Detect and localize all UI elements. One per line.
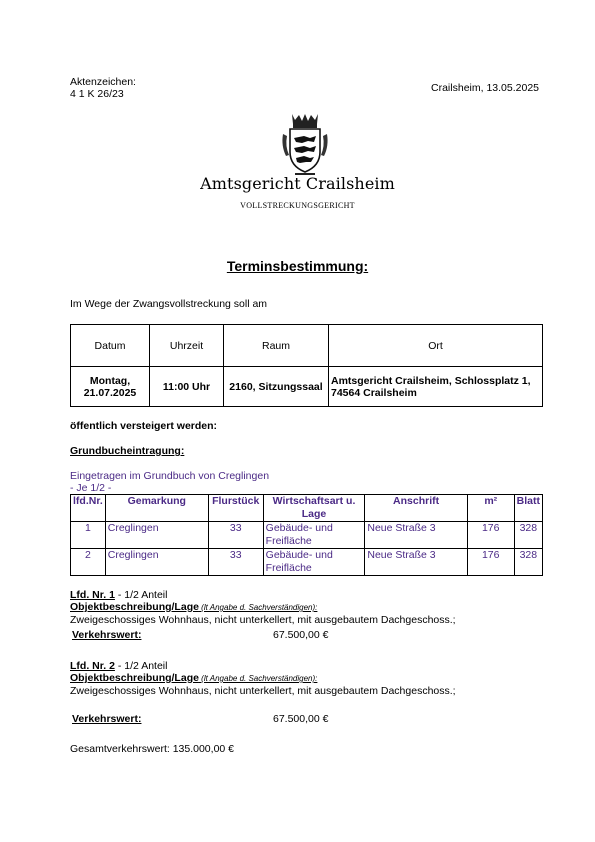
aktenzeichen-block (70, 76, 136, 100)
grundbuch-header-row (71, 495, 543, 522)
lfd1-verkehrswert-label: Verkehrswert: (72, 629, 142, 641)
cell-anschrift: Neue Straße 3 (365, 522, 467, 549)
termin-uhrzeit: 11:00 Uhr (150, 367, 224, 407)
lfd2-objekt-hint: (lt Angabe d. Sachverständigen): (198, 674, 318, 683)
cell-flurstueck: 33 (208, 522, 263, 549)
lfd2-objekt-line (70, 672, 456, 685)
termin-table (70, 324, 543, 407)
cell-blatt: 328 (514, 522, 542, 549)
header-uhrzeit: Uhrzeit (150, 325, 224, 367)
termin-datum (71, 367, 150, 407)
col-qm: m² (467, 495, 514, 522)
coat-of-arms-icon (280, 112, 330, 176)
cell-lfd-nr: 1 (71, 522, 106, 549)
lfd2-title-line (70, 660, 456, 672)
intro-text: Im Wege der Zwangsvollstreckung soll am (70, 298, 268, 310)
cell-qm: 176 (467, 549, 514, 576)
termin-ort: Amtsgericht Crailsheim, Schlossplatz 1, 74564 Crailsheim (329, 367, 543, 407)
table-row (71, 549, 543, 576)
table-row (71, 522, 543, 549)
lfd2-verkehrswert-value: 67.500,00 € (273, 713, 329, 725)
cell-gemarkung: Creglingen (105, 522, 208, 549)
cell-lfd-nr: 2 (71, 549, 106, 576)
lfd2-label: Lfd. Nr. 2 (70, 660, 115, 672)
cell-qm: 176 (467, 522, 514, 549)
lfd1-objekt-hint: (lt Angabe d. Sachverständigen): (198, 603, 318, 612)
col-flurstueck: Flurstück (208, 495, 263, 522)
lfd1-anteil: - 1/2 Anteil (114, 589, 168, 601)
aktenzeichen-label: Aktenzeichen: (70, 76, 136, 88)
termin-raum: 2160, Sitzungssaal (224, 367, 329, 407)
header-datum: Datum (71, 325, 150, 367)
col-gemarkung: Gemarkung (105, 495, 208, 522)
col-anschrift: Anschrift (365, 495, 467, 522)
cell-wirtschaftsart: Gebäude- und Freifläche (263, 549, 365, 576)
col-blatt: Blatt (514, 495, 542, 522)
header-ort: Ort (329, 325, 543, 367)
lfd2-objekt-label: Objektbeschreibung/Lage (70, 672, 199, 684)
cell-flurstueck: 33 (208, 549, 263, 576)
anteil-text: - Je 1/2 - (70, 482, 112, 494)
eingetragen-text: Eingetragen im Grundbuch von Creglingen (70, 470, 270, 482)
termin-value-row (71, 367, 543, 407)
lfd1-label: Lfd. Nr. 1 (70, 589, 115, 601)
grundbuch-entry-block (70, 470, 269, 494)
lfd2-verkehrswert-label: Verkehrswert: (72, 713, 142, 725)
lfd1-section (70, 589, 456, 626)
aktenzeichen-value: 4 1 K 26/23 (70, 88, 124, 100)
cell-blatt: 328 (514, 549, 542, 576)
cell-gemarkung: Creglingen (105, 549, 208, 576)
lfd1-objekt-line (70, 601, 456, 614)
lfd1-objekt-label: Objektbeschreibung/Lage (70, 601, 199, 613)
lfd2-anteil: - 1/2 Anteil (114, 660, 168, 672)
court-subtitle: VOLLSTRECKUNGSGERICHT (240, 201, 355, 210)
lfd2-beschreibung: Zweigeschossiges Wohnhaus, nicht unterkellert, mit ausgebautem Dachgeschoss.; (70, 685, 456, 697)
lfd2-section (70, 660, 456, 697)
lfd1-beschreibung: Zweigeschossiges Wohnhaus, nicht unterkellert, mit ausgebautem Dachgeschoss.; (70, 614, 456, 626)
grundbuch-table (70, 494, 543, 576)
termin-date: 21.07.2025 (83, 386, 137, 399)
place-date: Crailsheim, 13.05.2025 (431, 82, 539, 94)
court-name: Amtsgericht Crailsheim (200, 174, 395, 193)
versteigert-text: öffentlich versteigert werden: (70, 420, 218, 432)
termin-header-row (71, 325, 543, 367)
grundbuch-heading: Grundbucheintragung: (70, 445, 185, 457)
termin-weekday: Montag, (89, 374, 131, 387)
col-lfd-nr: lfd.Nr. (71, 495, 106, 522)
gesamtverkehrswert: Gesamtverkehrswert: 135.000,00 € (70, 743, 235, 755)
cell-anschrift: Neue Straße 3 (365, 549, 467, 576)
lfd1-title-line (70, 589, 456, 601)
page-title: Terminsbestimmung: (226, 258, 369, 274)
lfd1-verkehrswert-value: 67.500,00 € (273, 629, 329, 641)
col-wirtschaftsart: Wirtschaftsart u. Lage (263, 495, 365, 522)
cell-wirtschaftsart: Gebäude- und Freifläche (263, 522, 365, 549)
header-raum: Raum (224, 325, 329, 367)
